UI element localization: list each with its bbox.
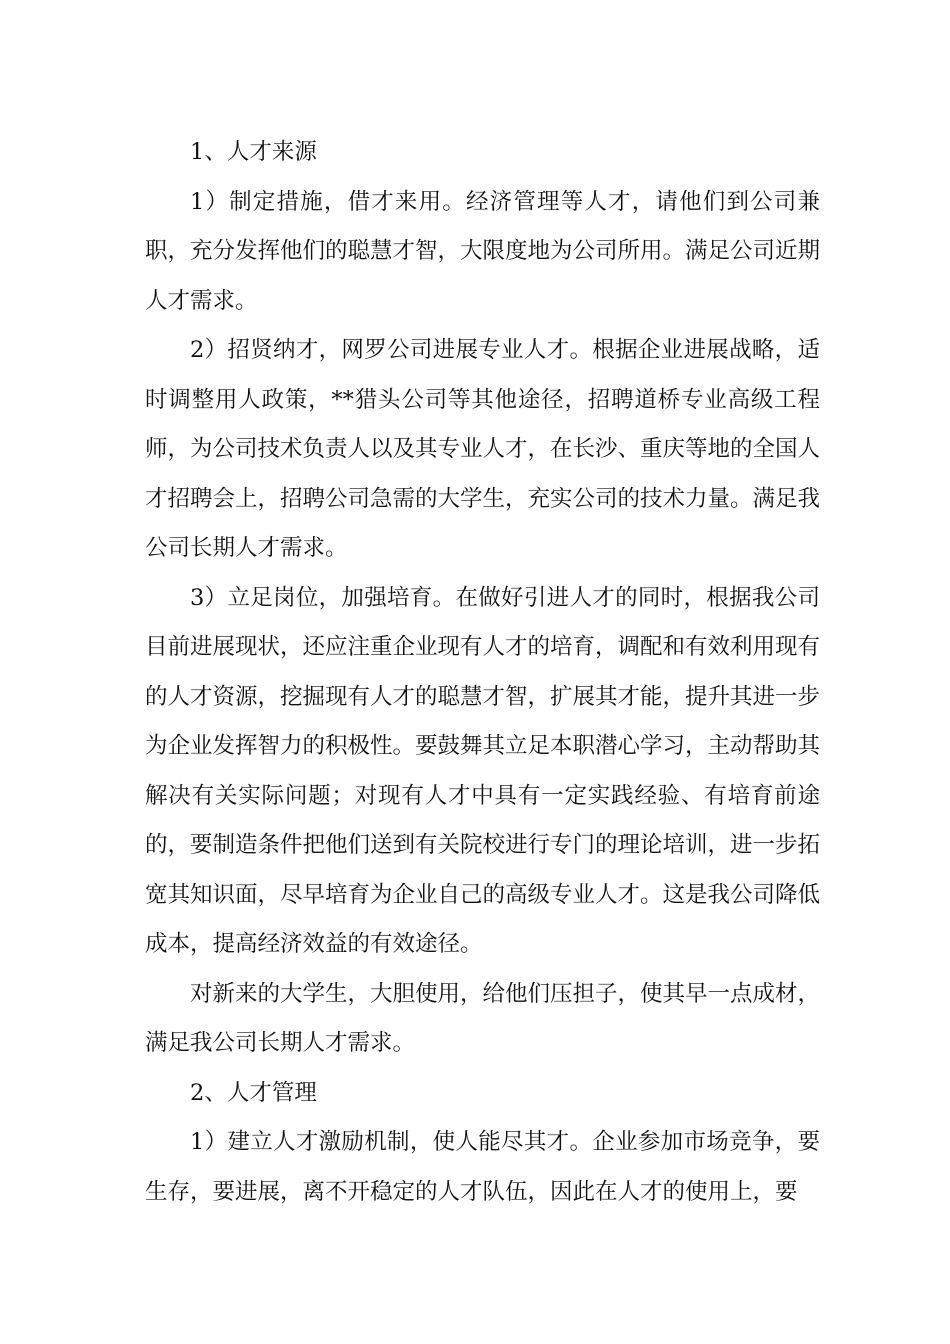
paragraph-incentive-mechanism: 1）建立人才激励机制，使人能尽其才。企业参加市场竞争，要生存，要进展，离不开稳定的人才队伍，因此在人才的使用上，要 xyxy=(145,1129,820,1205)
paragraph-recruit-talent: 2）招贤纳才，网罗公司进展专业人才。根据企业进展战略，适时调整用人政策，**猎头公司等其他途径，招聘道桥专业高级工程师，为公司技术负责人以及其专业人才，在长沙、重庆等地的全国人才招聘会上，招聘公司急需的大学生，充实公司的技术力量。满足我公司长期人才需求。 xyxy=(145,337,821,561)
paragraph-borrow-talent: 1）制定措施，借才来用。经济管理等人才，请他们到公司兼职，充分发挥他们的聪慧才智，大限度地为公司所用。满足公司近期人才需求。 xyxy=(145,188,821,314)
paragraph-new-graduates: 对新来的大学生，大胆使用，给他们压担子，使其早一点成材，满足我公司长期人才需求。 xyxy=(145,980,821,1056)
section-heading-talent-source: 1、人才来源 xyxy=(190,139,317,165)
document-body xyxy=(145,128,820,1217)
paragraph-train-talent: 3）立足岗位，加强培育。在做好引进人才的同时，根据我公司目前进展现状，还应注重企业现有人才的培育，调配和有效利用现有的人才资源，挖掘现有人才的聪慧才智，扩展其才能，提升其进一步为企业发挥智力的积极性。要鼓舞其立足本职潜心学习，主动帮助其解决有关实际问题；对现有人才中具有一定实践经验、有培育前途的，要制造条件把他们送到有关院校进行专门的理论培训，进一步拓宽其知识面，尽早培育为企业自己的高级专业人才。这是我公司降低成本，提高经济效益的有效途径。 xyxy=(145,584,821,957)
section-heading-talent-management: 2、人才管理 xyxy=(190,1079,317,1106)
